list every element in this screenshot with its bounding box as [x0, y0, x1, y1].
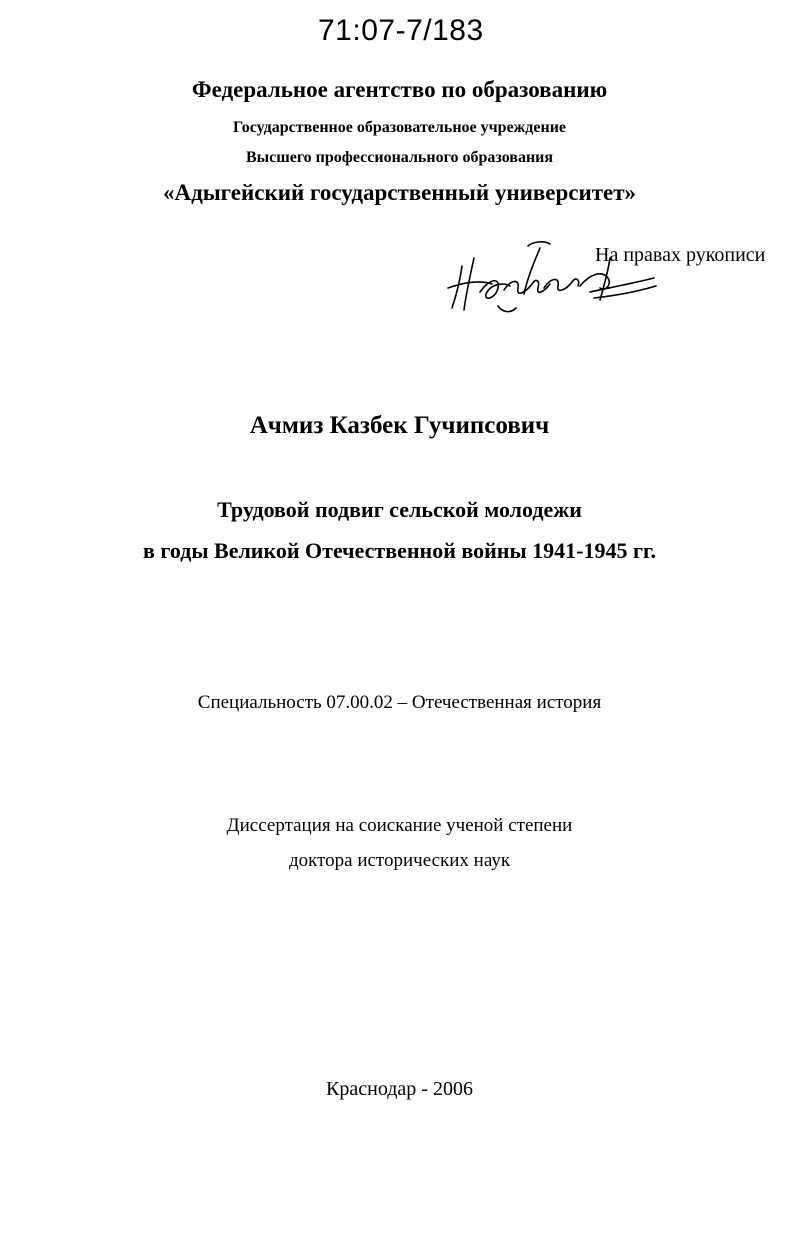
university-name: «Адыгейский государственный университет» [162, 180, 637, 205]
institution-type: Государственное образовательное учреждение [232, 119, 567, 136]
author-name: Ачмиз Казбек Гучипсович [249, 412, 550, 439]
dissertation-type-line-2: доктора исторических наук [288, 850, 511, 871]
specialty: Специальность 07.00.02 – Отечественная история [197, 692, 602, 713]
thesis-title-line-1: Трудовой подвиг сельской молодежи [217, 497, 582, 522]
dissertation-type-line-1: Диссертация на соискание ученой степени [226, 815, 573, 836]
agency-name: Федеральное агентство по образованию [191, 77, 608, 102]
manuscript-note: На правах рукописи [595, 244, 766, 266]
catalog-code: 71:07-7/183 [318, 14, 484, 47]
thesis-title-line-2: в годы Великой Отечественной войны 1941-1945 гг. [143, 538, 656, 563]
handwritten-signature [440, 236, 670, 326]
education-level: Высшего профессионального образования [245, 149, 554, 166]
place-and-year: Краснодар - 2006 [326, 1078, 473, 1100]
